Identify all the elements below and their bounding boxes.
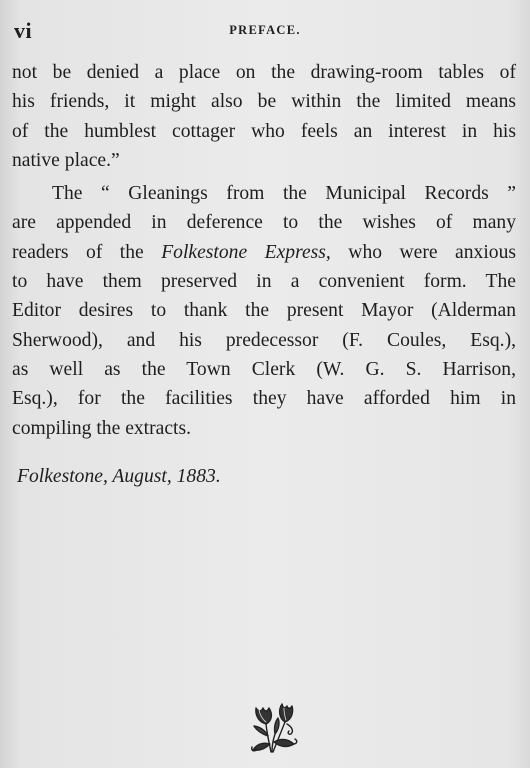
floral-ornament-icon [247, 694, 299, 754]
text-line: Editor desires to thank the present Mayor (Alderman [12, 300, 516, 322]
paragraph-continuation [12, 58, 516, 175]
text-line: compiling the extracts. [12, 417, 192, 439]
text-line: The “ Gleanings from the Municipal Records ” [52, 183, 516, 205]
text-line: native place.” [12, 149, 120, 171]
text-line: Sherwood), and his predecessor (F. Coules, Esq.), [12, 329, 516, 351]
text-line: are appended in deference to the wishes of many [12, 212, 516, 234]
text-segment: readers of the [12, 241, 162, 263]
running-head: PREFACE. [229, 23, 301, 37]
preface-body [12, 58, 516, 443]
newspaper-title: Folkestone Express, [161, 241, 331, 263]
text-line: to have them preserved in a convenient form. The [12, 271, 516, 293]
page-number: vi [14, 18, 33, 43]
text-line: not be denied a place on the drawing-room tables of [12, 62, 516, 83]
dateline: Folkestone, August, 1883. [17, 466, 221, 487]
text-line [12, 238, 516, 267]
page-header [14, 18, 516, 42]
text-line: his friends, it might also be within the limited means [12, 91, 516, 113]
text-line: as well as the Town Clerk (W. G. S. Harrison, [12, 358, 516, 380]
paragraph-gleanings [12, 179, 516, 443]
text-line: Esq.), for the facilities they have afforded him in [12, 388, 516, 410]
text-segment: who were anxious [330, 241, 516, 263]
text-line: of the humblest cottager who feels an interest in his [12, 120, 516, 142]
